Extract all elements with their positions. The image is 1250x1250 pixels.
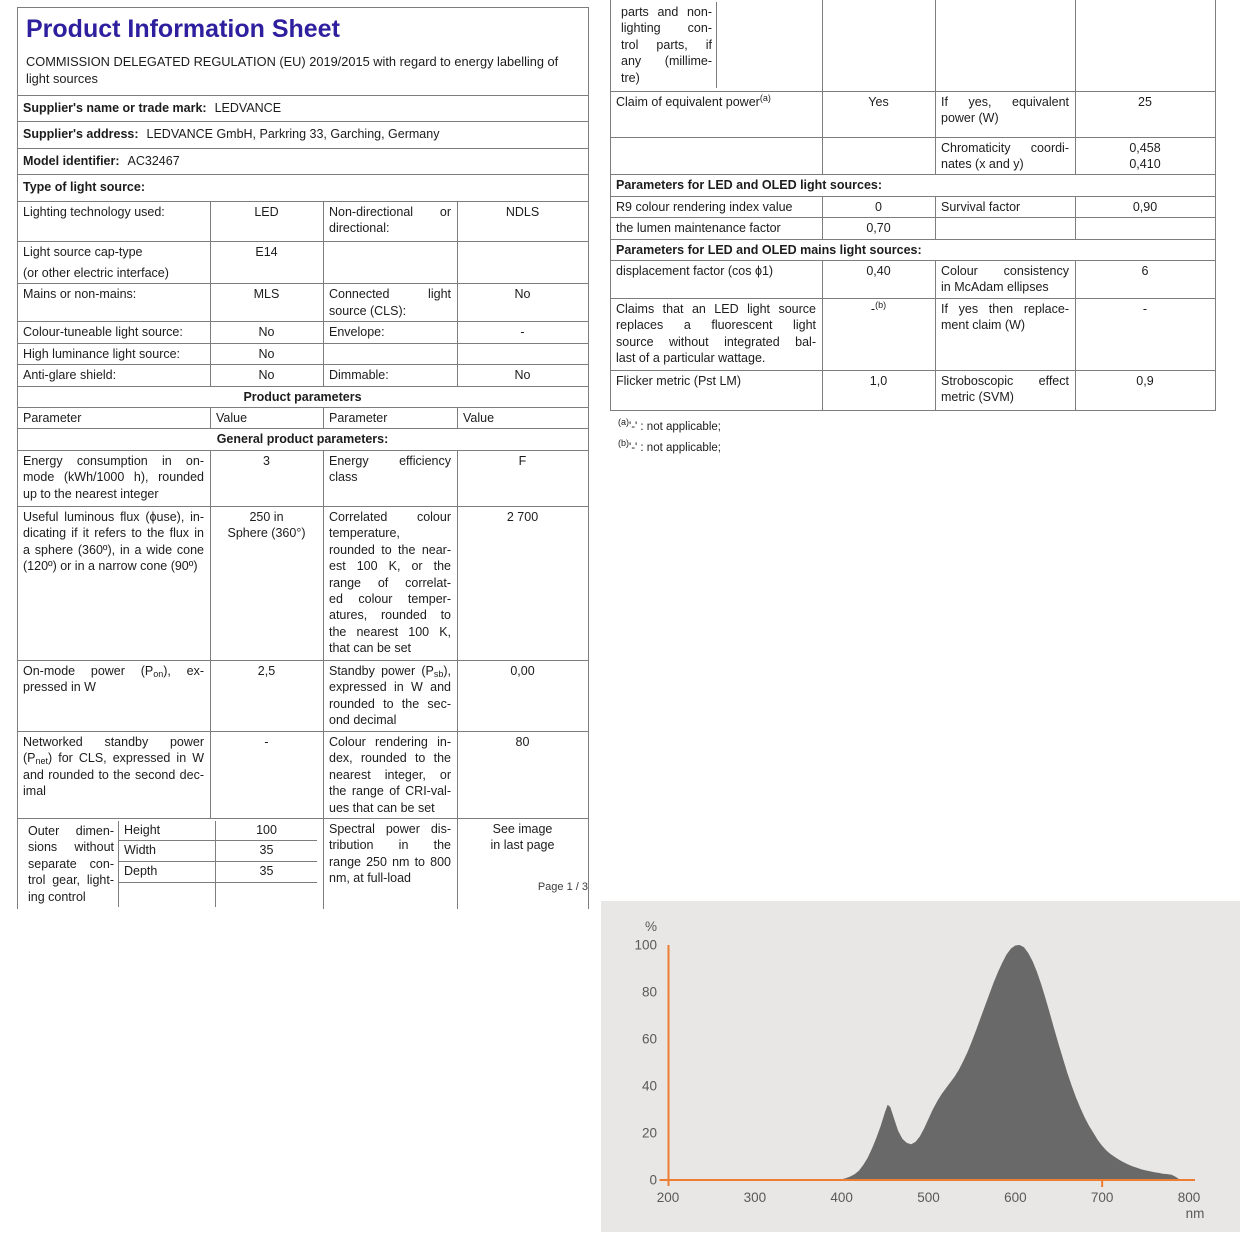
value-colour-tuneable: No: [211, 322, 324, 343]
value-lumen-maintenance: 0,70: [823, 218, 936, 239]
param-useful-luminous-flux: Useful luminous flux (ϕuse), in- dicating if it refers to the flux in a sphere (360º), in a wide cone (120º) or in a narrow cone (90º): [18, 506, 211, 660]
empty-cell: [324, 343, 458, 364]
value-dimmable: No: [458, 365, 589, 386]
value-mains: MLS: [211, 284, 324, 322]
value-anti-glare: No: [211, 365, 324, 386]
value-standby-power: 0,00: [458, 660, 589, 731]
param-flicker-metric: Flicker metric (Pst LM): [611, 370, 823, 410]
outer-dimensions-cell: [18, 818, 324, 909]
model-identifier-row: [18, 148, 589, 174]
param-on-mode-power: On-mode power $(P_{on})$, ex- pressed in W: [18, 660, 211, 731]
empty-cell: [458, 241, 589, 284]
value-connected-light-source: No: [458, 284, 589, 322]
empty-cell: [1076, 218, 1216, 239]
depth-label: Depth: [119, 862, 216, 882]
empty-cell: [717, 2, 816, 88]
value-survival-factor: 0,90: [1076, 196, 1216, 217]
param-colour-consistency: Colour consistency in McAdam ellipses: [936, 260, 1076, 298]
param-spectral-power-distribution: Spectral power dis- tribution in the range 250 nm to 800 nm, at full-load: [324, 818, 458, 909]
general-product-parameters-header: General product parameters:: [18, 429, 589, 450]
param-colour-tuneable: Colour-tuneable light source:: [18, 322, 211, 343]
height-value: 100: [256, 822, 277, 837]
param-colour-rendering-index: Colour rendering in- dex, rounded to the nearest integer, or the range of CRI-val- ues that can be set: [324, 731, 458, 818]
type-of-light-source-header: Type of light source:: [18, 175, 589, 201]
column-header-parameter-1: Parameter: [18, 408, 211, 429]
chart-x-tick-label: 700: [1090, 1190, 1114, 1205]
dimension-depth-row: [119, 862, 317, 883]
param-r9-index: R9 colour rendering index value: [611, 196, 823, 217]
led-oled-parameters-header: Parameters for LED and OLED light sources:: [611, 175, 1216, 196]
value-fluorescent-replacement-claim: -$^{(b)}$: [823, 298, 936, 370]
param-anti-glare: Anti-glare shield:: [18, 365, 211, 386]
param-standby-power: Standby power $(P_{sb})$, expressed in W and rounded to the sec- ond decimal: [324, 660, 458, 731]
value-energy-efficiency-class: F: [458, 450, 589, 506]
value-useful-luminous-flux: 250 in Sphere (360°): [211, 506, 324, 660]
led-oled-mains-parameters-header: Parameters for LED and OLED mains light sources:: [611, 239, 1216, 260]
value-stroboscopic-metric: 0,9: [1076, 370, 1216, 410]
chart-x-tick-label: 200: [656, 1190, 680, 1205]
value-cap-type: E14: [211, 241, 324, 284]
footnotes: [618, 417, 1217, 459]
value-replacement-claim-watts: -: [1076, 298, 1216, 370]
chart-x-tick-label: 300: [743, 1190, 767, 1205]
page-number: Page 1 / 3: [537, 881, 588, 893]
column-header-value-2: Value: [458, 408, 589, 429]
param-energy-consumption: Energy consumption in on- mode (kWh/1000 h), rounded up to the nearest integer: [18, 450, 211, 506]
chart-y-tick-label: 80: [641, 984, 657, 1000]
right-column-table-wrap: [610, 0, 1217, 454]
outer-dimensions-continuation-cell: [611, 0, 823, 91]
model-identifier-label: Model identifier:: [23, 153, 120, 168]
value-flicker-metric: 1,0: [823, 370, 936, 410]
param-high-luminance: High luminance light source:: [18, 343, 211, 364]
param-dimmable: Dimmable:: [324, 365, 458, 386]
value-envelope: -: [458, 322, 589, 343]
param-cap-type: Light source cap-type (or other electric interface): [18, 241, 211, 284]
chart-y-tick-label: 0: [649, 1172, 657, 1188]
supplier-name-value: LEDVANCE: [214, 101, 282, 115]
param-chromaticity-coordinates: Chromaticity coordi- nates (x and y): [936, 137, 1076, 175]
supplier-name-label: Supplier's name or trade mark:: [23, 101, 207, 115]
column-header-parameter-2: Parameter: [324, 408, 458, 429]
empty-cell: [611, 137, 823, 175]
param-displacement-factor: displacement factor (cos ϕ1): [611, 260, 823, 298]
value-displacement-factor: 0,40: [823, 260, 936, 298]
param-lighting-technology: Lighting technology used:: [18, 201, 211, 241]
chart-x-axis-unit-label: nm: [1185, 1206, 1205, 1221]
chart-x-tick-label: 800: [1177, 1190, 1201, 1205]
chart-x-tick-label: 600: [1004, 1190, 1027, 1205]
chart-y-tick-label: 40: [641, 1078, 657, 1094]
value-networked-standby-power: -: [211, 731, 324, 818]
supplier-address-value: LEDVANCE GmbH, Parkring 33, Garching, Germany: [146, 127, 440, 142]
model-identifier-value: AC32467: [127, 153, 180, 168]
supplier-name-row: [18, 96, 589, 122]
empty-cell: [936, 218, 1076, 239]
column-header-value-1: Value: [211, 408, 324, 429]
supplier-address-label: Supplier's address:: [23, 127, 139, 142]
chart-y-tick-label: 20: [641, 1125, 657, 1141]
param-envelope: Envelope:: [324, 322, 458, 343]
chart-y-tick-label: 100: [634, 937, 657, 953]
dimension-width-row: [119, 841, 317, 862]
dimension-height-row: [119, 821, 317, 841]
page-title: Product Information Sheet: [26, 15, 340, 43]
title-block: [18, 8, 589, 96]
regulation-text: COMMISSION DELEGATED REGULATION (EU) 2019/2015 with regard to energy labelling of light sources: [26, 54, 559, 86]
width-value: 35: [259, 842, 274, 857]
value-colour-rendering-index: 80: [458, 731, 589, 818]
value-energy-consumption: 3: [211, 450, 324, 506]
spectral-power-distribution-chart: [601, 901, 1240, 1232]
empty-cell: [823, 0, 936, 91]
param-connected-light-source: Connected light source (CLS):: [324, 284, 458, 322]
depth-value: 35: [259, 863, 274, 878]
param-outer-dimensions-continued: parts and non- lighting con- trol parts, if any (millime- tre): [616, 2, 717, 88]
param-survival-factor: Survival factor: [936, 196, 1076, 217]
param-outer-dimensions: Outer dimen- sions without separate con- trol gear, light- ing control: [23, 821, 119, 907]
value-on-mode-power: 2,5: [211, 660, 324, 731]
chart-x-tick-label: 400: [830, 1190, 853, 1205]
width-label: Width: [119, 841, 216, 861]
value-high-luminance: No: [211, 343, 324, 364]
param-claim-equivalent-power: Claim of equivalent power$^{(a)}$: [611, 91, 823, 137]
empty-cell: [458, 343, 589, 364]
empty-cell: [936, 0, 1076, 91]
value-spectral-power-distribution: See image in last page: [458, 818, 589, 909]
product-parameters-header: Product parameters: [18, 386, 589, 407]
value-claim-equivalent-power: Yes: [823, 91, 936, 137]
param-stroboscopic-metric: Stroboscopic effect metric (SVM): [936, 370, 1076, 410]
height-label: Height: [119, 821, 216, 840]
value-equivalent-power: 25: [1076, 91, 1216, 137]
param-lumen-maintenance: the lumen maintenance factor: [611, 218, 823, 239]
param-correlated-colour-temperature: Correlated colour temperature, rounded to the near- est 100 K, or the range of correlat- ed colour temper- atures, rounded to the nearest 100 K, that can be set: [324, 506, 458, 660]
param-networked-standby-power: Networked standby power $(P_{net})$ for CLS, expressed in W and rounded to the second dec- imal: [18, 731, 211, 818]
empty-cell: [1076, 0, 1216, 91]
chart-area-fill: [837, 945, 1180, 1180]
chart-y-tick-label: 60: [641, 1031, 657, 1047]
value-directionality: NDLS: [458, 201, 589, 241]
value-r9-index: 0: [823, 196, 936, 217]
left-table: [17, 7, 589, 909]
empty-cell: [823, 137, 936, 175]
value-lighting-technology: LED: [211, 201, 324, 241]
footnote-a: $^{(a)}$'-' : not applicable;: [618, 416, 721, 433]
param-fluorescent-replacement-claim: Claims that an LED light source replaces a fluorescent light source without integrated bal- last of a particular wattage.: [611, 298, 823, 370]
param-replacement-claim-watts: If yes then replace- ment claim (W): [936, 298, 1076, 370]
supplier-address-row: [18, 122, 589, 148]
param-directionality: Non-directional or directional:: [324, 201, 458, 241]
empty-cell: [324, 241, 458, 284]
param-mains: Mains or non-mains:: [18, 284, 211, 322]
param-equivalent-power: If yes, equivalent power (W): [936, 91, 1076, 137]
value-colour-consistency: 6: [1076, 260, 1216, 298]
footnote-b: $^{(b)}$'-' : not applicable;: [618, 437, 721, 454]
chart-x-tick-label: 500: [917, 1190, 940, 1205]
chart-y-axis-unit-label: %: [644, 919, 657, 934]
right-table: [610, 0, 1216, 411]
value-chromaticity-coordinates: 0,458 0,410: [1076, 137, 1216, 175]
spectral-chart-svg: [601, 901, 1240, 1232]
param-energy-efficiency-class: Energy efficiency class: [324, 450, 458, 506]
value-correlated-colour-temperature: 2 700: [458, 506, 589, 660]
